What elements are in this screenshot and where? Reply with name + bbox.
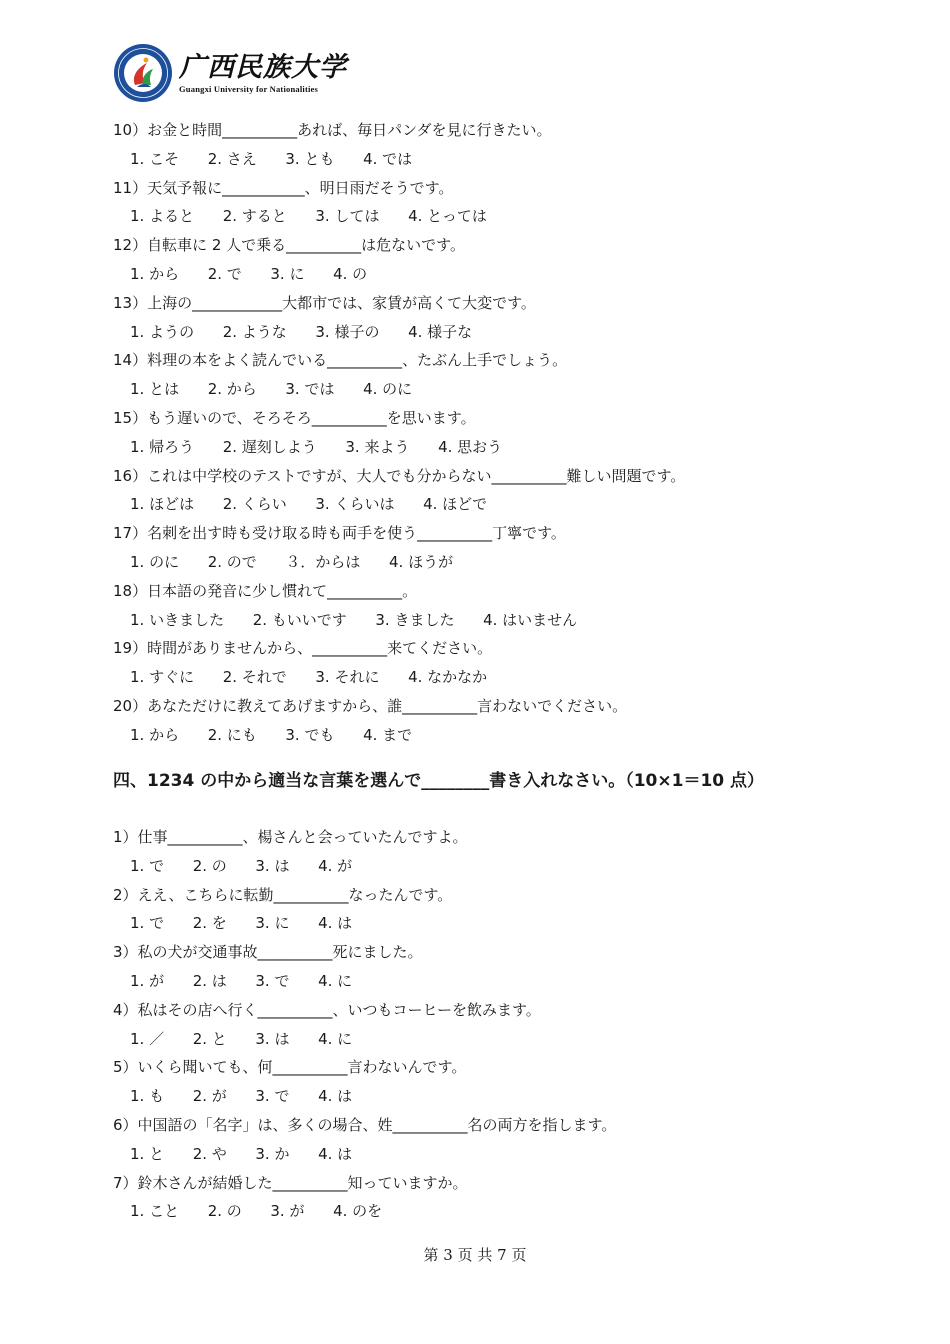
university-seal-icon: [113, 43, 173, 103]
question-text: 17）名刺を出す時も受け取る時も両手を使う__________丁寧です。: [113, 524, 566, 543]
answer-options: 1. と 2. や 3. か 4. は: [130, 1144, 353, 1163]
question-text: 2）ええ、こちらに転勤__________なったんです。: [113, 885, 453, 904]
question-text: 14）料理の本をよく読んでいる__________、たぶん上手でしょう。: [113, 351, 568, 370]
question-text: 18）日本語の発音に少し慣れて__________。: [113, 581, 418, 600]
answer-options: 1. のに 2. ので ３．からは 4. ほうが: [130, 552, 454, 571]
section-4-heading: 四、1234 の中から適当な言葉を選んで________書き入れなさい。（10×1＝10 点）: [113, 771, 765, 791]
question-text: 3）私の犬が交通事故__________死にました。: [113, 943, 423, 962]
answer-options: 1. こそ 2. さえ 3. とも 4. では: [130, 149, 413, 168]
question-text: 7）鈴木さんが結婚した__________知っていますか。: [113, 1173, 468, 1192]
answer-options: 1. も 2. が 3. で 4. は: [130, 1087, 353, 1106]
question-text: 16）これは中学校のテストですが、大人でも分からない__________難しい問題です。: [113, 466, 686, 485]
answer-options: 1. すぐに 2. それで 3. それに 4. なかなか: [130, 668, 488, 687]
question-text: 10）お金と時間__________あれば、毎日パンダを見に行きたい。: [113, 121, 552, 139]
answer-options: 1. で 2. の 3. は 4. が: [130, 856, 353, 875]
question-list-section-4: [113, 823, 853, 1226]
page-number: 第 3 页 共 7 页: [423, 1246, 527, 1264]
question-text: 5）いくら聞いても、何__________言わないんです。: [113, 1058, 467, 1077]
answer-options: 1. 帰ろう 2. 遅刻しよう 3. 来よう 4. 思おう: [130, 437, 503, 456]
answer-options: 1. から 2. にも 3. でも 4. まで: [130, 725, 413, 744]
question-text: 6）中国語の「名字」は、多くの場合、姓__________名の両方を指します。: [113, 1115, 617, 1134]
question-text: 13）上海の____________大都市では、家賃が高くて大変です。: [113, 293, 536, 312]
question-text: 19）時間がありませんから、__________来てください。: [113, 639, 493, 658]
document-header: [113, 42, 347, 104]
university-name-cn: 广西民族大学: [179, 51, 347, 83]
question-text: 12）自転車に 2 人で乗る__________は危ないです。: [113, 236, 465, 255]
university-brand: [179, 53, 347, 94]
answer-options: 1. こと 2. の 3. が 4. のを: [130, 1202, 383, 1221]
answer-options: 1. ／ 2. と 3. は 4. に: [130, 1029, 353, 1048]
answer-options: 1. が 2. は 3. で 4. に: [130, 971, 353, 990]
university-name-en: Guangxi University for Nationalities: [179, 83, 319, 94]
answer-options: 1. から 2. で 3. に 4. の: [130, 264, 368, 283]
answer-options: 1. で 2. を 3. に 4. は: [130, 914, 353, 933]
question-text: 1）仕事__________、楊さんと会っていたんですよ。: [113, 828, 468, 846]
answer-options: 1. よると 2. すると 3. しては 4. とっては: [130, 207, 487, 226]
question-list-section-3: [113, 116, 853, 750]
question-text: 11）天気予報に___________、明日雨だそうです。: [113, 178, 454, 197]
answer-options: 1. ほどは 2. くらい 3. くらいは 4. ほどで: [130, 495, 488, 514]
question-text: 15）もう遅いので、そろそろ__________を思います。: [113, 408, 476, 427]
question-text: 4）私はその店へ行く__________、いつもコーヒーを飲みます。: [113, 1000, 541, 1019]
answer-options: 1. とは 2. から 3. では 4. のに: [130, 380, 413, 399]
answer-options: 1. ようの 2. ような 3. 様子の 4. 様子な: [130, 322, 473, 341]
question-text: 20）あなただけに教えてあげますから、誰__________言わないでください。: [113, 696, 628, 715]
answer-options: 1. いきました 2. もいいです 3. きました 4. はいません: [130, 610, 578, 629]
